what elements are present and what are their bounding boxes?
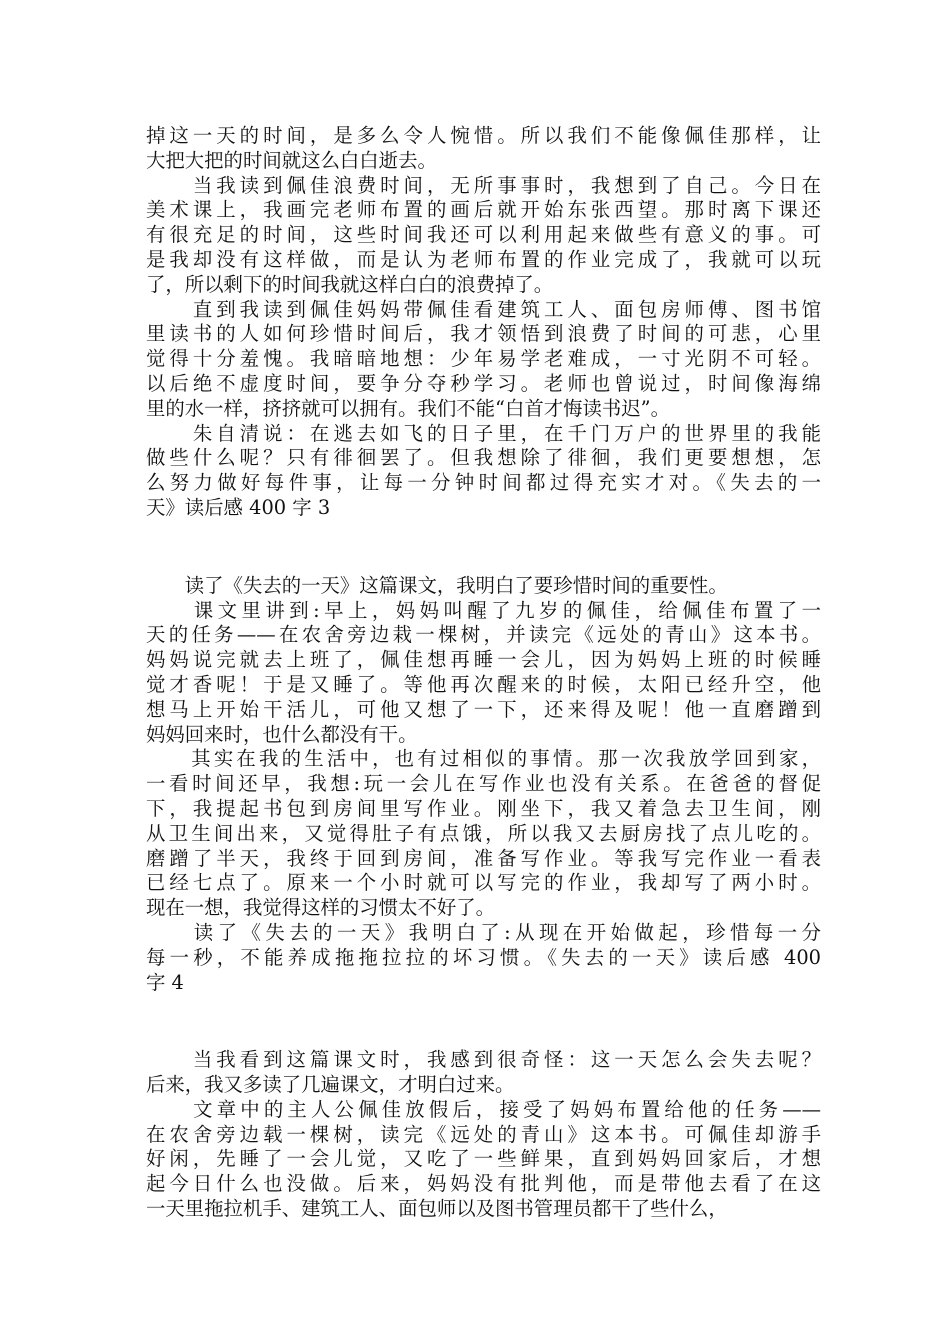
text-line: 朱自清说：在逃去如飞的日子里，在千门万户的世界里的我能	[146, 421, 821, 445]
text-line: 觉才香呢！于是又睡了。等他再次醒来的时候，太阳已经升空，他	[146, 672, 821, 696]
section-gap	[146, 521, 821, 574]
text-line: 以后绝不虚度时间，要争分夺秒学习。老师也曾说过，时间像海绵	[146, 371, 821, 395]
text-line: 从卫生间出来，又觉得肚子有点饿，所以我又去厨房找了点儿吃的。	[146, 821, 821, 845]
text-line: 做些什么呢？只有徘徊罢了。但我想除了徘徊，我们更要想想，怎	[146, 446, 821, 470]
text-line: 一看时间还早，我想:玩一会儿在写作业也没有关系。在爸爸的督促	[146, 772, 821, 796]
text-line: 当我读到佩佳浪费时间，无所事事时，我想到了自己。今日在	[146, 173, 821, 197]
text-line: 直到我读到佩佳妈妈带佩佳看建筑工人、面包房师傅、图书馆	[146, 297, 821, 321]
text-line: 下，我提起书包到房间里写作业。刚坐下，我又着急去卫生间，刚	[146, 796, 821, 820]
text-line: 已经七点了。原来一个小时就可以写完的作业，我却写了两小时。	[146, 871, 821, 895]
text-line: 妈妈回来时，也什么都没有干。	[146, 722, 418, 746]
text-line: 里读书的人如何珍惜时间后，我才领悟到浪费了时间的可悲，心里	[146, 322, 821, 346]
text-line: 觉得十分羞愧。我暗暗地想：少年易学老难成，一寸光阴不可轻。	[146, 347, 821, 371]
text-line: 妈妈说完就去上班了，佩佳想再睡一会儿，因为妈妈上班的时候睡	[146, 648, 821, 672]
paragraph	[146, 422, 821, 521]
text-line: 想马上开始干活儿，可他又想了一下，还来得及呢！他一直磨蹭到	[146, 697, 821, 721]
text-line: 在农舍旁边载一棵树，读完《远处的青山》这本书。可佩佳却游手	[146, 1122, 821, 1146]
text-line: 有很充足的时间，这些时间我还可以利用起来做些有意义的事。可	[146, 223, 821, 247]
paragraph	[146, 574, 821, 599]
paragraph	[146, 1048, 821, 1098]
text-line: 大把大把的时间就这么白白逝去。	[146, 148, 437, 172]
text-line: 现在一想，我觉得这样的习惯太不好了。	[146, 896, 496, 920]
paragraph	[146, 174, 821, 298]
document-page	[146, 124, 821, 1222]
text-line: 其实在我的生活中，也有过相似的事情。那一次我放学回到家，	[146, 747, 821, 771]
text-line: 文章中的主人公佩佳放假后，接受了妈妈布置给他的任务——	[146, 1097, 821, 1121]
text-line: 磨蹭了半天，我终于回到房间，准备写作业。等我写完作业一看表	[146, 846, 821, 870]
text-line: 天的任务——在农舍旁边栽一棵树，并读完《远处的青山》这本书。	[146, 623, 821, 647]
section-gap	[146, 995, 821, 1048]
text-line: 当我看到这篇课文时，我感到很奇怪：这一天怎么会失去呢？	[146, 1048, 821, 1072]
text-line: 读了《失去的一天》这篇课文，我明白了要珍惜时间的重要性。	[146, 573, 728, 597]
text-line: 了，所以剩下的时间我就这样白白的浪费掉了。	[146, 272, 554, 296]
text-line: 后来，我又多读了几遍课文，才明白过来。	[146, 1073, 515, 1097]
text-line: 一天里拖拉机手、建筑工人、面包师以及图书管理员都干了些什么，	[146, 1197, 728, 1221]
text-line: 美术课上，我画完老师布置的画后就开始东张西望。那时离下课还	[146, 198, 821, 222]
text-line: 是我却没有这样做，而是认为老师布置的作业完成了，我就可以玩	[146, 247, 821, 271]
text-line: 课文里讲到:早上，妈妈叫醒了九岁的佩佳，给佩佳布置了一	[146, 598, 821, 622]
text-line: 好闲，先睡了一会儿觉，又吃了一些鲜果，直到妈妈回家后，才想	[146, 1147, 821, 1171]
paragraph	[146, 124, 821, 174]
paragraph	[146, 1098, 821, 1222]
paragraph	[146, 599, 821, 748]
text-line: 字 4	[146, 970, 184, 994]
text-line: 每一秒，不能养成拖拖拉拉的坏习惯。《失去的一天》读后感 400	[146, 945, 821, 969]
paragraph	[146, 921, 821, 995]
text-line: 掉这一天的时间，是多么令人惋惜。所以我们不能像佩佳那样，让	[146, 124, 821, 147]
text-line: 天》读后感 400 字 3	[146, 495, 331, 519]
paragraph	[146, 298, 821, 422]
text-line: 里的水一样，挤挤就可以拥有。我们不能“白首才悔读书迟”。	[146, 396, 670, 420]
text-line: 么努力做好每件事，让每一分钟时间都过得充实才对。《失去的一	[146, 471, 821, 495]
text-line: 起今日什么也没做。后来，妈妈没有批判他，而是带他去看了在这	[146, 1172, 821, 1196]
text-line: 读了《失去的一天》我明白了:从现在开始做起，珍惜每一分	[146, 920, 821, 944]
paragraph	[146, 747, 821, 921]
